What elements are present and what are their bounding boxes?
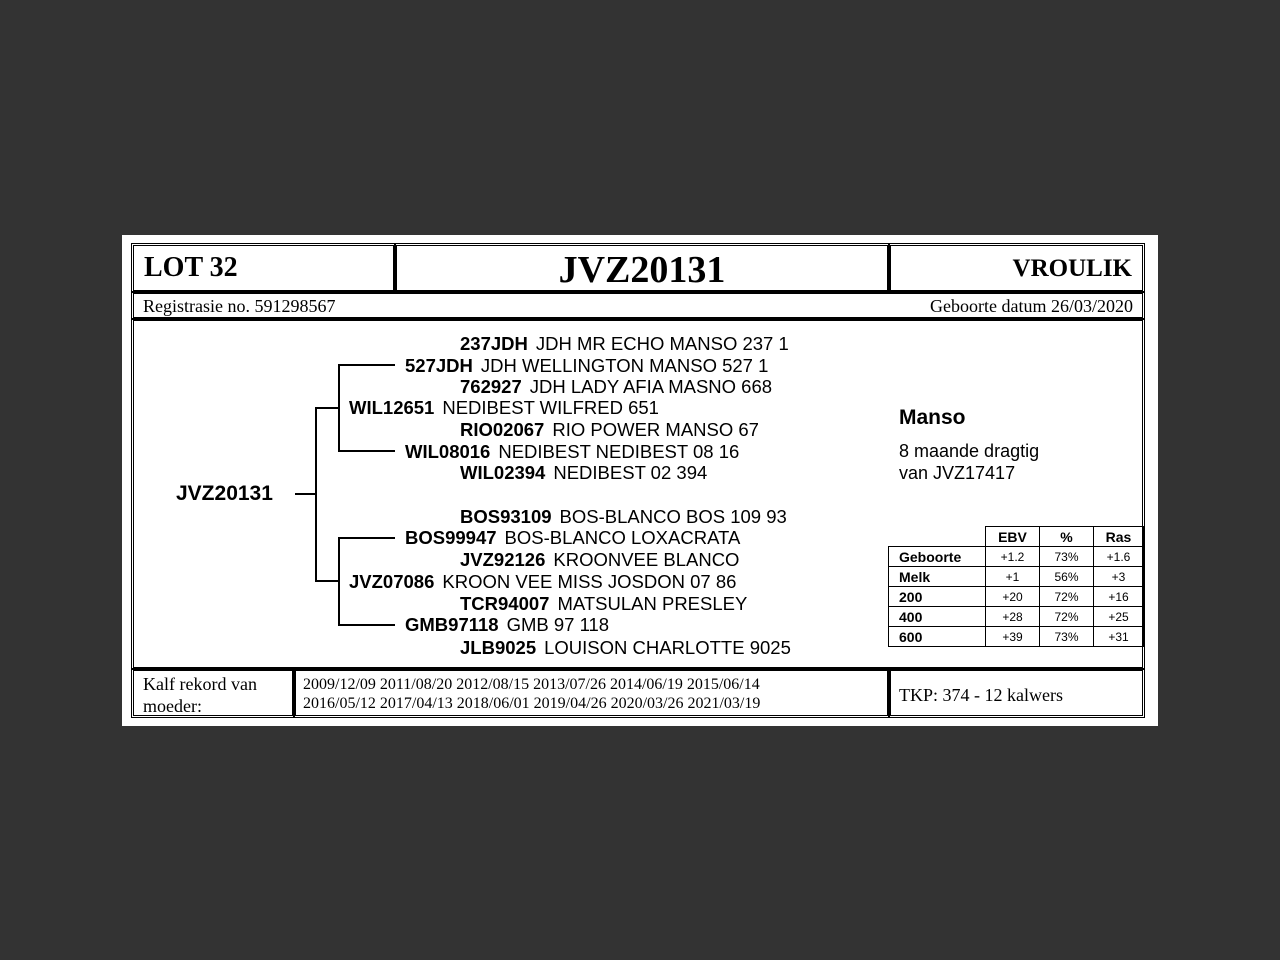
ebv-breed-avg: +25	[1094, 607, 1144, 627]
pedigree-entry-sire-dam-sire	[460, 419, 759, 441]
calving-dates-line2: 2016/05/12 2017/04/13 2018/06/01 2019/04/26 2020/03/26 2021/03/19	[303, 695, 761, 712]
ebv-row-label: Geboorte	[889, 547, 986, 567]
pedigree-root-connector	[295, 493, 316, 495]
table-row	[889, 567, 1144, 587]
pedigree-code: BOS99947	[405, 527, 497, 548]
ebv-row-label: 600	[889, 627, 986, 647]
pedigree-name: NEDIBEST 02 394	[553, 462, 708, 483]
pedigree-animal: JVZ20131	[176, 482, 273, 505]
tkp-value: TKP: 374 - 12 kalwers	[899, 685, 1063, 705]
pedigree-name: LOUISON CHARLOTTE 9025	[544, 637, 791, 658]
pedigree-entry-dam-dam-dam	[460, 637, 791, 659]
pedigree-name: JDH LADY AFIA MASNO 668	[529, 376, 773, 397]
pedigree-name: RIO POWER MANSO 67	[552, 419, 759, 440]
ebv-accuracy: 73%	[1040, 547, 1094, 567]
pedigree-entry-sire	[349, 397, 659, 419]
ebv-row-label: Melk	[889, 567, 986, 587]
sex-label: VROULIK	[1012, 255, 1132, 282]
pedigree-entry-dam-dam	[405, 614, 609, 636]
birth-date: Geboorte datum 26/03/2020	[930, 296, 1133, 316]
ebv-value: +20	[986, 587, 1040, 607]
pedigree-code: WIL08016	[405, 441, 491, 462]
pedigree-name: JDH MR ECHO MANSO 237 1	[535, 333, 789, 354]
pedigree-dam-stub	[315, 580, 339, 582]
pedigree-name: GMB 97 118	[506, 614, 610, 635]
pedigree-entry-sire-dam	[405, 441, 739, 463]
pedigree-name: BOS-BLANCO LOXACRATA	[504, 527, 741, 548]
ebv-row-label: 400	[889, 607, 986, 627]
pedigree-code: WIL02394	[460, 462, 546, 483]
service-bull-name: Manso	[899, 406, 966, 429]
calf-record-label: Kalf rekord van	[143, 674, 257, 694]
lot-number: LOT 32	[144, 252, 238, 283]
pedigree-sire-sire-stub	[338, 364, 395, 366]
pedigree-code: WIL12651	[349, 397, 435, 418]
pedigree-dam-sire-stub	[338, 537, 395, 539]
pedigree-entry-sire-sire-sire	[460, 333, 789, 355]
pedigree-entry-sire-dam-dam	[460, 462, 707, 484]
pedigree-entry-dam	[349, 571, 736, 593]
pedigree-code: RIO02067	[460, 419, 545, 440]
pedigree-entry-dam-dam-sire	[460, 593, 747, 615]
pedigree-name: NEDIBEST NEDIBEST 08 16	[498, 441, 740, 462]
ebv-breed-avg: +1.6	[1094, 547, 1144, 567]
ebv-value: +39	[986, 627, 1040, 647]
pedigree-dam-vertical	[338, 537, 340, 626]
registration-number: Registrasie no. 591298567	[143, 296, 336, 316]
pedigree-sire-stub	[315, 407, 339, 409]
pedigree-name: NEDIBEST WILFRED 651	[442, 397, 659, 418]
pedigree-gen1-vertical	[315, 407, 317, 582]
ebv-table	[888, 526, 1144, 647]
ebv-accuracy: 72%	[1040, 607, 1094, 627]
pregnancy-status: 8 maande dragtig	[899, 441, 1040, 461]
table-row	[889, 627, 1144, 647]
pedigree-sire-vertical	[338, 364, 340, 452]
pedigree-entry-sire-sire	[405, 355, 768, 377]
pedigree-dam-dam-stub	[338, 624, 395, 626]
ebv-accuracy: 73%	[1040, 627, 1094, 647]
pedigree-name: MATSULAN PRESLEY	[557, 593, 748, 614]
ebv-value: +1	[986, 567, 1040, 587]
ebv-corner-cell	[889, 527, 986, 547]
pedigree-entry-dam-sire	[405, 527, 740, 549]
ebv-breed-avg: +31	[1094, 627, 1144, 647]
pedigree-name: JDH WELLINGTON MANSO 527 1	[480, 355, 769, 376]
pedigree-code: GMB97118	[405, 614, 499, 635]
pedigree-code: BOS93109	[460, 506, 552, 527]
pedigree-entry-dam-sire-dam	[460, 549, 739, 571]
pedigree-code: JLB9025	[460, 637, 537, 658]
ebv-header-ras: Ras	[1094, 527, 1144, 547]
table-row	[889, 547, 1144, 567]
table-row	[889, 607, 1144, 627]
pedigree-entry-sire-sire-dam	[460, 376, 772, 398]
ebv-accuracy: 56%	[1040, 567, 1094, 587]
pedigree-code: 527JDH	[405, 355, 473, 376]
pedigree-name: KROON VEE MISS JOSDON 07 86	[442, 571, 737, 592]
pedigree-code: 762927	[460, 376, 522, 397]
calving-dates-line1: 2009/12/09 2011/08/20 2012/08/15 2013/07/26 2014/06/19 2015/06/14	[303, 676, 760, 693]
pedigree-code: 237JDH	[460, 333, 528, 354]
animal-id-title: JVZ20131	[558, 249, 726, 291]
pregnancy-sire: van JVZ17417	[899, 463, 1016, 483]
ebv-value: +28	[986, 607, 1040, 627]
ebv-breed-avg: +3	[1094, 567, 1144, 587]
ebv-value: +1.2	[986, 547, 1040, 567]
ebv-accuracy: 72%	[1040, 587, 1094, 607]
pedigree-name: KROONVEE BLANCO	[553, 549, 740, 570]
ebv-header-percent: %	[1040, 527, 1094, 547]
pedigree-sire-dam-stub	[338, 450, 395, 452]
pedigree-name: BOS-BLANCO BOS 109 93	[559, 506, 787, 527]
calf-record-label-cont: moeder:	[143, 696, 202, 716]
ebv-row-label: 200	[889, 587, 986, 607]
table-row	[889, 587, 1144, 607]
ebv-breed-avg: +16	[1094, 587, 1144, 607]
pedigree-entry-dam-sire-sire	[460, 506, 787, 528]
pedigree-code: JVZ07086	[349, 571, 435, 592]
pedigree-code: TCR94007	[460, 593, 550, 614]
pedigree-code: JVZ92126	[460, 549, 546, 570]
ebv-header-ebv: EBV	[986, 527, 1040, 547]
ebv-header-row	[889, 527, 1144, 547]
